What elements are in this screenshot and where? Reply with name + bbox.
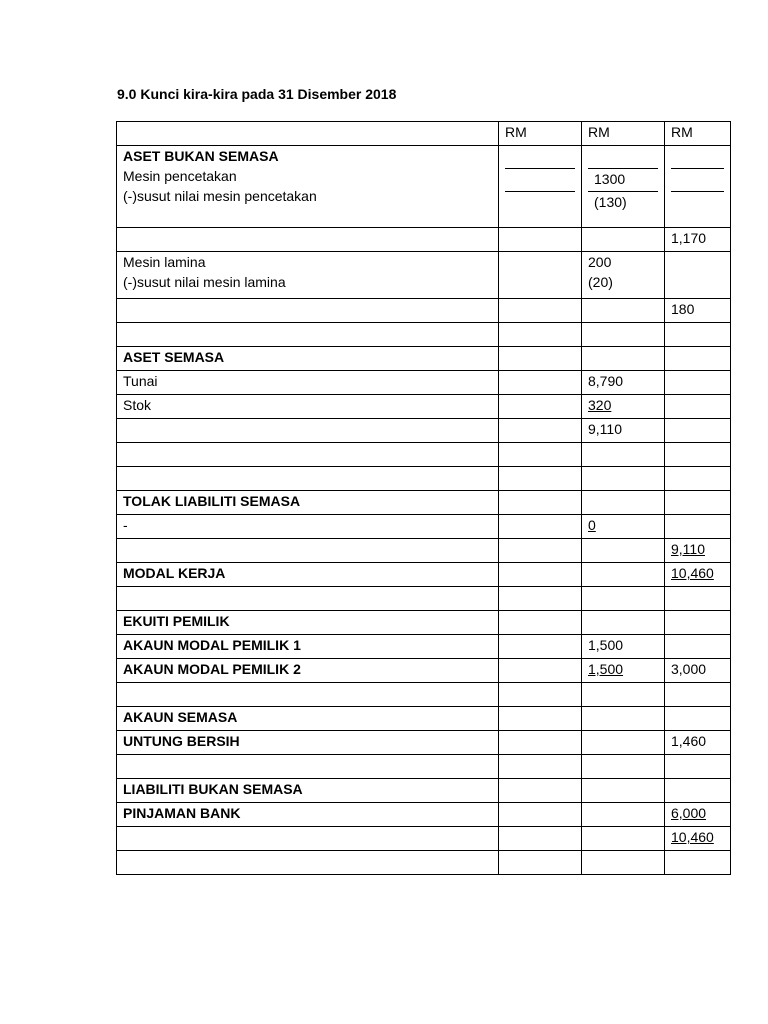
- amount: 6,000: [671, 805, 707, 821]
- col-a-cell: [499, 803, 582, 827]
- desc-cell: [117, 323, 499, 347]
- table-row: [117, 252, 731, 299]
- table-row: [117, 755, 731, 779]
- col-a-cell: [499, 827, 582, 851]
- col-b-cell: [582, 803, 665, 827]
- col-b-cell: [582, 755, 665, 779]
- desc-cell: [117, 467, 499, 491]
- amount: 200: [588, 254, 612, 270]
- col-b-cell: [582, 491, 665, 515]
- table-row: [117, 371, 731, 395]
- col-a-cell: [499, 587, 582, 611]
- col-a-cell: [499, 659, 582, 683]
- col-a-cell: [499, 851, 582, 875]
- col-a-cell: [499, 395, 582, 419]
- col-c-cell: [665, 563, 731, 587]
- col-b-cell: [582, 252, 665, 299]
- table-row: [117, 323, 731, 347]
- col-c-cell: [665, 587, 731, 611]
- line-item-label: (-)susut nilai mesin pencetakan: [123, 188, 317, 204]
- col-a-cell: [499, 299, 582, 323]
- table-row: [117, 563, 731, 587]
- col-b-cell: [582, 707, 665, 731]
- col-b-cell: [582, 611, 665, 635]
- col-b-cell: [582, 323, 665, 347]
- col-c-cell: [665, 146, 731, 228]
- table-row: [117, 779, 731, 803]
- col-a-cell: [499, 228, 582, 252]
- col-a-cell: [499, 443, 582, 467]
- section-heading: AKAUN MODAL PEMILIK 1: [117, 635, 499, 659]
- col-c-cell: [665, 803, 731, 827]
- table-row: [117, 347, 731, 371]
- desc-cell: [117, 299, 499, 323]
- col-a-cell: [499, 755, 582, 779]
- col-c-cell: [665, 491, 731, 515]
- section-heading: ASET BUKAN SEMASA: [123, 148, 279, 164]
- section-heading: AKAUN MODAL PEMILIK 2: [117, 659, 499, 683]
- table-row: [117, 228, 731, 252]
- col-a-cell: [499, 371, 582, 395]
- amount: 1,500: [588, 661, 624, 677]
- col-c-cell: [665, 635, 731, 659]
- table-row: [117, 659, 731, 683]
- col-b-cell: [582, 827, 665, 851]
- amount: 1300: [588, 169, 658, 192]
- col-c-cell: [665, 755, 731, 779]
- col-b-cell: 1,500: [582, 635, 665, 659]
- col-b-cell: [582, 563, 665, 587]
- table-row: [117, 443, 731, 467]
- header-desc-cell: [117, 122, 499, 146]
- table-row: [117, 539, 731, 563]
- desc-cell: [117, 252, 499, 299]
- col-c-cell: 1,170: [665, 228, 731, 252]
- col-c-cell: [665, 323, 731, 347]
- table-row: [117, 515, 731, 539]
- line-item-label: Mesin lamina: [123, 254, 206, 270]
- desc-cell: [117, 228, 499, 252]
- col-b-cell: [582, 659, 665, 683]
- table-row: [117, 491, 731, 515]
- col-c-cell: [665, 419, 731, 443]
- table-row: [117, 707, 731, 731]
- col-c-cell: [665, 851, 731, 875]
- desc-cell: [117, 587, 499, 611]
- col-c-cell: [665, 371, 731, 395]
- col-a-cell: [499, 683, 582, 707]
- table-row: [117, 299, 731, 323]
- col-b-cell: [582, 395, 665, 419]
- section-heading: EKUITI PEMILIK: [117, 611, 499, 635]
- desc-cell: Tunai: [117, 371, 499, 395]
- desc-cell: [117, 827, 499, 851]
- table-row: [117, 395, 731, 419]
- table-row: [117, 827, 731, 851]
- col-c-cell: [665, 395, 731, 419]
- amount: 320: [588, 397, 612, 413]
- balance-sheet-table: [116, 121, 731, 875]
- col-a-cell: [499, 611, 582, 635]
- col-b-cell: [582, 299, 665, 323]
- col-b-cell: 8,790: [582, 371, 665, 395]
- col-b-cell: [582, 228, 665, 252]
- section-heading: UNTUNG BERSIH: [117, 731, 499, 755]
- col-a-cell: [499, 323, 582, 347]
- col-c-cell: [665, 707, 731, 731]
- col-b-cell: [582, 146, 665, 228]
- table-row: [117, 683, 731, 707]
- col-b-cell: [582, 779, 665, 803]
- header-row: [117, 122, 731, 146]
- col-c-cell: 3,000: [665, 659, 731, 683]
- amount: (20): [588, 274, 613, 290]
- desc-cell: [117, 683, 499, 707]
- col-a-cell: [499, 779, 582, 803]
- section-heading: LIABILITI BUKAN SEMASA: [117, 779, 499, 803]
- desc-cell: [117, 851, 499, 875]
- col-a-cell: [499, 563, 582, 587]
- col-b-cell: [582, 539, 665, 563]
- desc-cell: Stok: [117, 395, 499, 419]
- col-a-cell: [499, 252, 582, 299]
- desc-cell: [117, 539, 499, 563]
- col-c-cell: [665, 611, 731, 635]
- col-b-cell: [582, 851, 665, 875]
- col-c-cell: [665, 443, 731, 467]
- col-b-cell: [582, 515, 665, 539]
- col-b-cell: [582, 731, 665, 755]
- section-heading: PINJAMAN BANK: [117, 803, 499, 827]
- table-row: [117, 146, 731, 228]
- col-b-cell: 9,110: [582, 419, 665, 443]
- section-heading: MODAL KERJA: [117, 563, 499, 587]
- desc-cell: [117, 443, 499, 467]
- col-b-cell: [582, 683, 665, 707]
- table-row: [117, 419, 731, 443]
- amount: 9,110: [671, 541, 705, 557]
- amount: 10,460: [671, 565, 714, 581]
- col-c-cell: [665, 347, 731, 371]
- amount: 10,460: [671, 829, 714, 845]
- col-c-cell: [665, 539, 731, 563]
- section-heading: AKAUN SEMASA: [117, 707, 499, 731]
- col-a-cell: [499, 539, 582, 563]
- header-col-b: RM: [582, 122, 665, 146]
- col-a-cell: [499, 707, 582, 731]
- col-a-cell: [499, 731, 582, 755]
- table-row: [117, 731, 731, 755]
- page-title: 9.0 Kunci kira-kira pada 31 Disember 2018: [117, 86, 397, 102]
- desc-cell: [117, 755, 499, 779]
- desc-cell: [117, 146, 499, 228]
- section-heading: TOLAK LIABILITI SEMASA: [117, 491, 499, 515]
- amount: [588, 146, 658, 169]
- col-a-cell: [499, 347, 582, 371]
- header-col-c: RM: [665, 122, 731, 146]
- col-a-cell: [499, 515, 582, 539]
- col-c-cell: 180: [665, 299, 731, 323]
- amount: 0: [588, 517, 596, 533]
- section-heading: ASET SEMASA: [117, 347, 499, 371]
- col-a-cell: [499, 467, 582, 491]
- table-row: [117, 611, 731, 635]
- table-row: [117, 587, 731, 611]
- col-a-cell: [499, 146, 582, 228]
- line-item-label: (-)susut nilai mesin lamina: [123, 274, 286, 290]
- col-c-cell: [665, 779, 731, 803]
- col-a-cell: [499, 419, 582, 443]
- col-c-cell: [665, 827, 731, 851]
- line-item-label: Mesin pencetakan: [123, 168, 237, 184]
- col-c-cell: [665, 467, 731, 491]
- table-row: [117, 851, 731, 875]
- col-a-cell: [499, 491, 582, 515]
- amount: (130): [594, 194, 627, 210]
- desc-cell: -: [117, 515, 499, 539]
- col-b-cell: [582, 467, 665, 491]
- table-row: [117, 803, 731, 827]
- col-b-cell: [582, 587, 665, 611]
- header-col-a: RM: [499, 122, 582, 146]
- table-row: [117, 467, 731, 491]
- col-c-cell: 1,460: [665, 731, 731, 755]
- col-a-cell: [499, 635, 582, 659]
- col-b-cell: [582, 347, 665, 371]
- desc-cell: [117, 419, 499, 443]
- col-c-cell: [665, 683, 731, 707]
- col-c-cell: [665, 252, 731, 299]
- table-row: [117, 635, 731, 659]
- col-c-cell: [665, 515, 731, 539]
- col-b-cell: [582, 443, 665, 467]
